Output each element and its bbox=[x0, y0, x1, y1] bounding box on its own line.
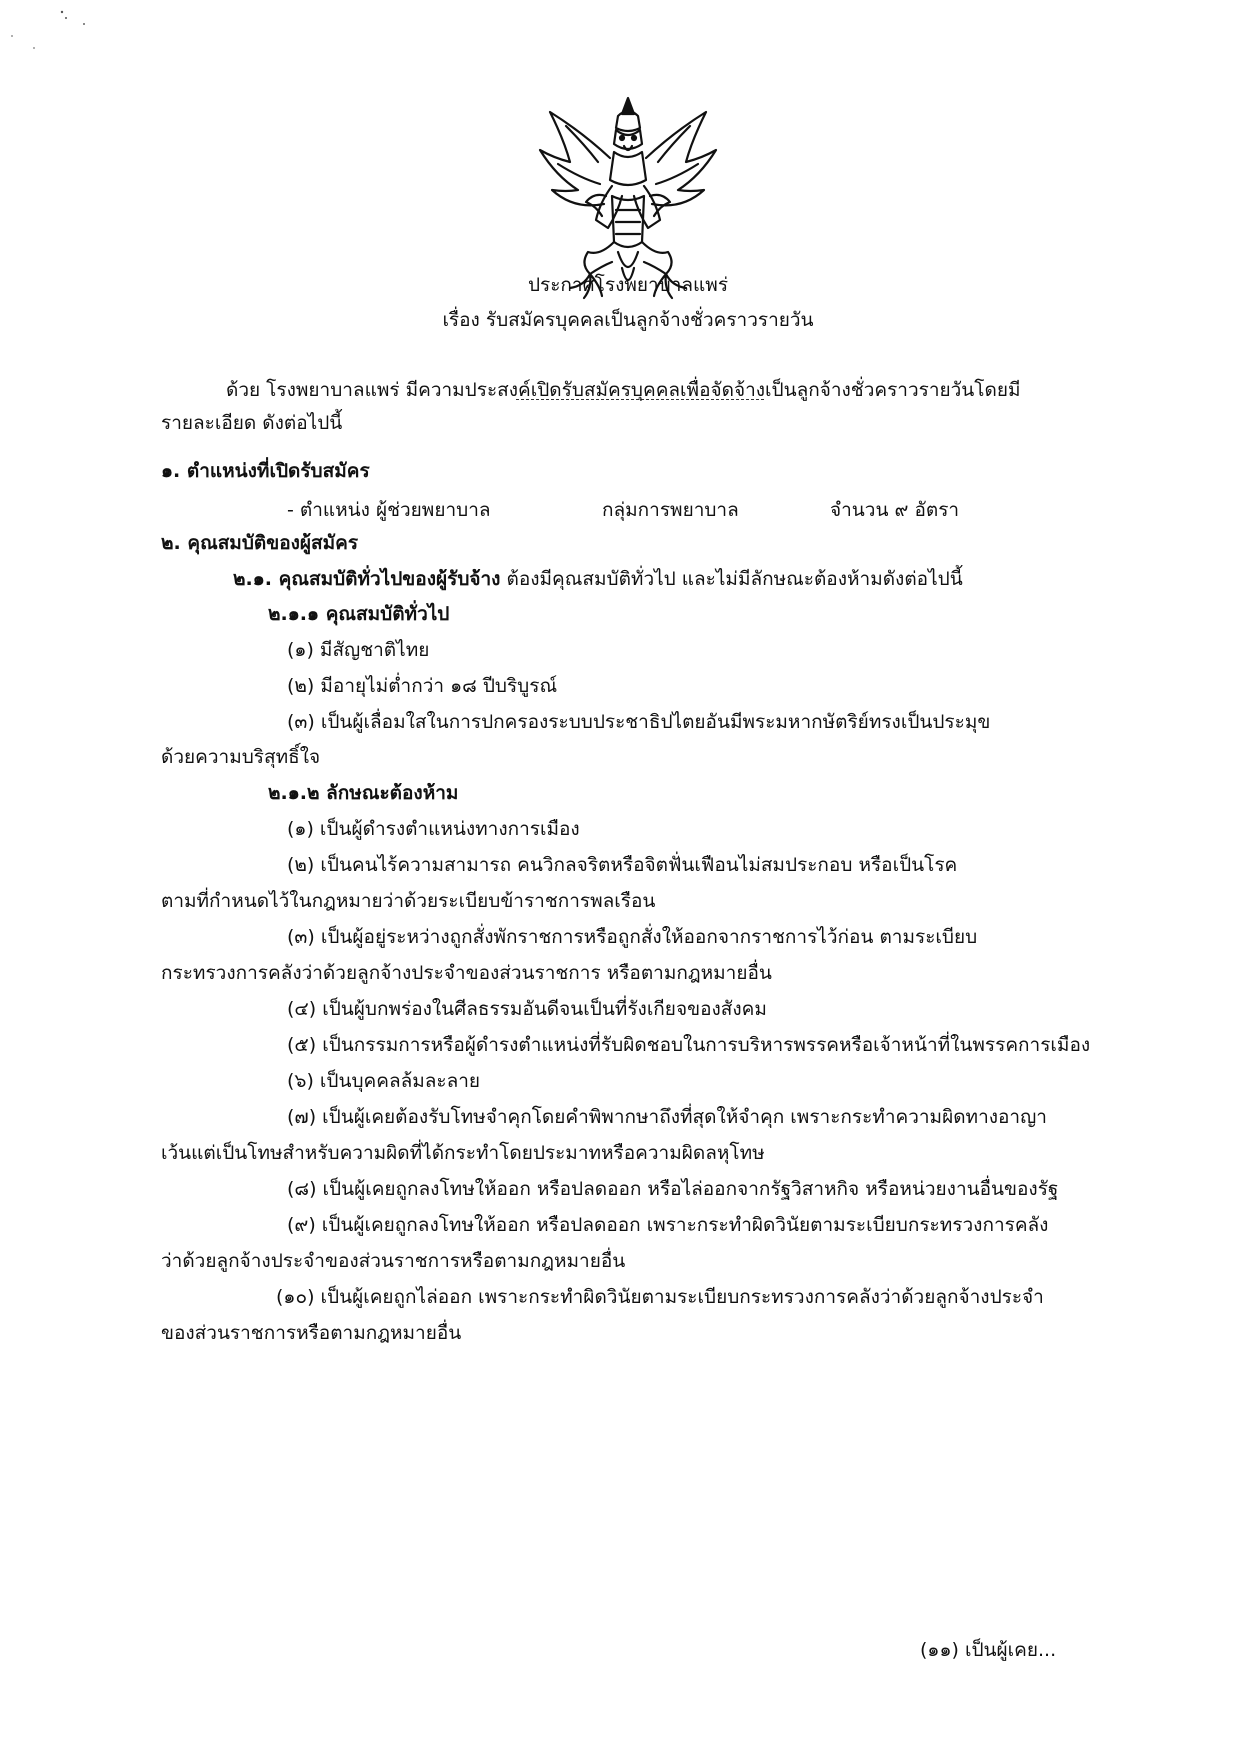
prohibited-item-1: (๑) เป็นผู้ดำรงตำแหน่งทางการเมือง bbox=[287, 818, 580, 840]
prohibited-item-7: (๗) เป็นผู้เคยต้องรับโทษจำคุกโดยคำพิพากษาถึงที่สุดให้จำคุก เพราะกระทำความผิดทางอาญา bbox=[287, 1106, 1047, 1128]
section-1-heading: ๑. ตำแหน่งที่เปิดรับสมัคร bbox=[161, 460, 370, 482]
general-item-1: (๑) มีสัญชาติไทย bbox=[287, 639, 430, 661]
prohibited-item-5: (๕) เป็นกรรมการหรือผู้ดำรงตำแหน่งที่รับผิดชอบในการบริหารพรรคหรือเจ้าหน้าที่ในพรรคการเมือง bbox=[287, 1034, 1091, 1056]
general-item-3: (๓) เป็นผู้เลื่อมใสในการปกครองระบบประชาธิปไตยอันมีพระมหากษัตริย์ทรงเป็นประมุข bbox=[287, 711, 991, 733]
intro-line-1: ด้วย โรงพยาบาลแพร่ มีความประสงค์เปิดรับสมัครบุคคลเพื่อจัดจ้างเป็นลูกจ้างชั่วคราวรายวันโดยมี bbox=[226, 379, 1021, 401]
scan-specks bbox=[4, 4, 94, 64]
continuation-note: (๑๑) เป็นผู้เคย... bbox=[920, 1639, 1057, 1661]
prohibited-item-10: (๑๐) เป็นผู้เคยถูกไล่ออก เพราะกระทำผิดวินัยตามระเบียบกระทรวงการคลังว่าด้วยลูกจ้างประจำ bbox=[276, 1286, 1044, 1308]
position-title: - ตำแหน่ง ผู้ช่วยพยาบาล bbox=[287, 499, 491, 521]
prohibited-item-4: (๔) เป็นผู้บกพร่องในศีลธรรมอันดีจนเป็นที่รังเกียจของสังคม bbox=[287, 998, 767, 1020]
prohibited-item-6: (๖) เป็นบุคคลล้มละลาย bbox=[287, 1070, 481, 1092]
general-qualifications-heading: ๒.๑.๑ คุณสมบัติทั่วไป bbox=[268, 603, 450, 625]
prohibited-item-2: (๒) เป็นคนไร้ความสามารถ คนวิกลจริตหรือจิตฟั่นเฟือนไม่สมประกอบ หรือเป็นโรค bbox=[287, 854, 958, 876]
general-item-2: (๒) มีอายุไม่ต่ำกว่า ๑๘ ปีบริบูรณ์ bbox=[287, 675, 558, 697]
prohibited-item-3-cont: กระทรวงการคลังว่าด้วยลูกจ้างประจำของส่วนราชการ หรือตามกฎหมายอื่น bbox=[161, 962, 772, 984]
announcement-subject: เรื่อง รับสมัครบุคคลเป็นลูกจ้างชั่วคราวรายวัน bbox=[442, 309, 814, 331]
sub-2-1-label: ๒.๑. คุณสมบัติทั่วไปของผู้รับจ้าง bbox=[233, 568, 501, 590]
prohibited-item-9: (๙) เป็นผู้เคยถูกลงโทษให้ออก หรือปลดออก เพราะกระทำผิดวินัยตามระเบียบกระทรวงการคลัง bbox=[287, 1214, 1049, 1236]
prohibited-item-8: (๘) เป็นผู้เคยถูกลงโทษให้ออก หรือปลดออก หรือไล่ออกจากรัฐวิสาหกิจ หรือหน่วยงานอื่นของรัฐ bbox=[287, 1178, 1059, 1200]
sub-2-1-text: ต้องมีคุณสมบัติทั่วไป และไม่มีลักษณะต้องห้ามดังต่อไปนี้ bbox=[500, 568, 963, 590]
prohibited-item-9-cont: ว่าด้วยลูกจ้างประจำของส่วนราชการหรือตามกฎหมายอื่น bbox=[161, 1250, 626, 1272]
prohibited-item-10-cont: ของส่วนราชการหรือตามกฎหมายอื่น bbox=[161, 1322, 462, 1344]
position-count: จำนวน ๙ อัตรา bbox=[830, 499, 960, 521]
announcement-title: ประกาศโรงพยาบาลแพร่ bbox=[527, 274, 729, 296]
general-item-3-cont: ด้วยความบริสุทธิ์ใจ bbox=[161, 746, 321, 768]
prohibited-item-3: (๓) เป็นผู้อยู่ระหว่างถูกสั่งพักราชการหรือถูกสั่งให้ออกจากราชการไว้ก่อน ตามระเบียบ bbox=[287, 926, 978, 948]
position-group: กลุ่มการพยาบาล bbox=[602, 499, 739, 521]
prohibited-item-2-cont: ตามที่กำหนดไว้ในกฎหมายว่าด้วยระเบียบข้าราชการพลเรือน bbox=[161, 890, 656, 912]
sub-2-1-line bbox=[233, 566, 963, 592]
section-2-heading: ๒. คุณสมบัติของผู้สมัคร bbox=[161, 532, 359, 554]
prohibited-heading: ๒.๑.๒ ลักษณะต้องห้าม bbox=[268, 782, 459, 804]
intro-line-2: รายละเอียด ดังต่อไปนี้ bbox=[161, 412, 343, 434]
prohibited-item-7-cont: เว้นแต่เป็นโทษสำหรับความผิดที่ได้กระทำโดยประมาทหรือความผิดลหุโทษ bbox=[161, 1142, 765, 1164]
